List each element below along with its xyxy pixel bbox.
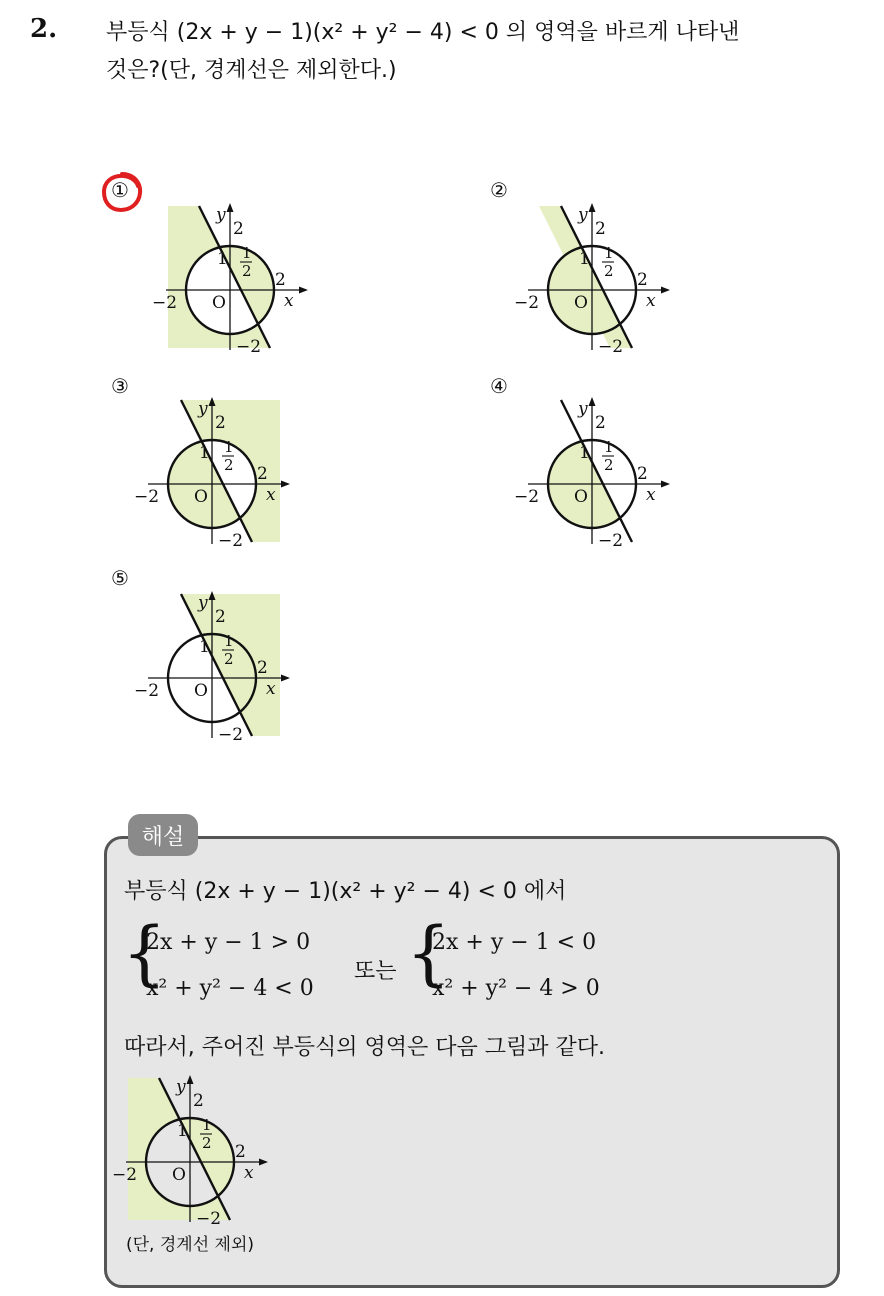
x-axis-label: x xyxy=(266,485,276,505)
coordinate-graph xyxy=(514,392,690,551)
x-axis-arrow-icon xyxy=(281,481,290,488)
origin-label: O xyxy=(574,487,588,507)
coordinate-graph xyxy=(514,198,690,357)
half-numerator-label: 1 xyxy=(202,1116,212,1134)
x-right-label: 2 xyxy=(275,270,286,290)
half-denominator-label: 2 xyxy=(202,1134,212,1152)
problem-number: 2. xyxy=(30,14,58,44)
problem-text xyxy=(106,14,866,90)
coordinate-graph xyxy=(112,1070,288,1229)
y-axis-arrow-icon xyxy=(187,1075,194,1084)
y-intercept-label: 1 xyxy=(199,637,210,657)
solution-graph xyxy=(112,1070,288,1230)
y-axis-label: y xyxy=(198,593,208,613)
half-denominator-label: 2 xyxy=(242,262,252,280)
y-top-label: 2 xyxy=(233,219,244,239)
y-axis-label: y xyxy=(578,399,588,419)
x-axis-arrow-icon xyxy=(281,675,290,682)
system1-eq1: 2x + y − 1 > 0 xyxy=(146,930,311,955)
left-brace-icon: { xyxy=(122,912,167,994)
x-axis-label: x xyxy=(646,291,656,311)
selected-mark-icon xyxy=(100,170,144,214)
half-denominator-label: 2 xyxy=(604,456,614,474)
y-top-label: 2 xyxy=(215,607,226,627)
solution-note: (단, 경계선 제외) xyxy=(126,1235,255,1255)
x-left-label: −2 xyxy=(514,487,540,507)
y-intercept-label: 1 xyxy=(579,249,590,269)
x-right-label: 2 xyxy=(257,658,268,678)
choice-4-graph[interactable] xyxy=(514,392,690,552)
choice-1-graph[interactable] xyxy=(152,198,328,358)
solution-line3: 따라서, 주어진 부등식의 영역은 다음 그림과 같다. xyxy=(124,1035,605,1060)
x-left-label: −2 xyxy=(514,293,540,313)
half-numerator-label: 1 xyxy=(224,632,234,650)
y-bottom-label: −2 xyxy=(236,337,262,357)
y-top-label: 2 xyxy=(595,413,606,433)
x-axis-label: x xyxy=(244,1163,254,1183)
y-axis-arrow-icon xyxy=(227,203,234,212)
origin-label: O xyxy=(574,293,588,313)
y-top-label: 2 xyxy=(595,219,606,239)
y-top-label: 2 xyxy=(193,1091,204,1111)
y-bottom-label: −2 xyxy=(196,1209,222,1229)
y-axis-label: y xyxy=(578,205,588,225)
choice-2-label[interactable]: ② xyxy=(490,178,508,202)
coordinate-graph xyxy=(134,392,310,551)
solution-or: 또는 xyxy=(354,959,397,984)
half-denominator-label: 2 xyxy=(604,262,614,280)
choice-3-label[interactable]: ③ xyxy=(111,374,129,398)
system1-eq2: x² + y² − 4 < 0 xyxy=(146,976,314,1001)
x-left-label: −2 xyxy=(152,293,178,313)
x-right-label: 2 xyxy=(257,464,268,484)
y-bottom-label: −2 xyxy=(598,337,624,357)
problem-text-line1: 부등식 (2x + y − 1)(x² + y² − 4) < 0 의 영역을 바르게 나타낸 xyxy=(106,20,740,45)
y-axis-label: y xyxy=(198,399,208,419)
choice-5-graph[interactable] xyxy=(134,586,310,746)
y-intercept-label: 1 xyxy=(177,1121,188,1141)
system2-eq1: 2x + y − 1 < 0 xyxy=(432,930,597,955)
half-numerator-label: 1 xyxy=(604,438,614,456)
solution-tab: 해설 xyxy=(128,814,198,856)
choice-1-label[interactable]: ① xyxy=(111,178,129,202)
y-bottom-label: −2 xyxy=(218,531,244,551)
y-axis-label: y xyxy=(216,205,226,225)
half-numerator-label: 1 xyxy=(224,438,234,456)
x-axis-arrow-icon xyxy=(259,1159,268,1166)
choice-5-label[interactable]: ⑤ xyxy=(111,566,129,590)
choice-3-graph[interactable] xyxy=(134,392,310,552)
left-brace-icon: { xyxy=(406,912,451,994)
x-left-label: −2 xyxy=(112,1165,138,1185)
y-bottom-label: −2 xyxy=(598,531,624,551)
x-axis-label: x xyxy=(284,291,294,311)
origin-label: O xyxy=(194,487,208,507)
half-numerator-label: 1 xyxy=(242,244,252,262)
coordinate-graph xyxy=(134,586,310,745)
origin-label: O xyxy=(194,681,208,701)
x-axis-arrow-icon xyxy=(299,287,308,294)
y-top-label: 2 xyxy=(215,413,226,433)
origin-label: O xyxy=(212,293,226,313)
y-axis-arrow-icon xyxy=(589,203,596,212)
system2-eq2: x² + y² − 4 > 0 xyxy=(432,976,600,1001)
x-right-label: 2 xyxy=(235,1142,246,1162)
y-intercept-label: 1 xyxy=(199,443,210,463)
x-right-label: 2 xyxy=(637,464,648,484)
half-denominator-label: 2 xyxy=(224,456,234,474)
y-bottom-label: −2 xyxy=(218,725,244,745)
origin-label: O xyxy=(172,1165,186,1185)
x-axis-arrow-icon xyxy=(661,287,670,294)
x-axis-label: x xyxy=(266,679,276,699)
x-axis-arrow-icon xyxy=(661,481,670,488)
solution-line1: 부등식 (2x + y − 1)(x² + y² − 4) < 0 에서 xyxy=(124,879,567,904)
coordinate-graph xyxy=(152,198,328,357)
half-numerator-label: 1 xyxy=(604,244,614,262)
y-intercept-label: 1 xyxy=(217,249,228,269)
y-axis-arrow-icon xyxy=(589,397,596,406)
x-left-label: −2 xyxy=(134,487,160,507)
x-axis-label: x xyxy=(646,485,656,505)
choice-2-graph[interactable] xyxy=(514,198,690,358)
x-right-label: 2 xyxy=(637,270,648,290)
y-axis-label: y xyxy=(176,1077,186,1097)
choice-4-label[interactable]: ④ xyxy=(490,374,508,398)
problem-text-line2: 것은?(단, 경계선은 제외한다.) xyxy=(106,58,397,83)
x-left-label: −2 xyxy=(134,681,160,701)
half-denominator-label: 2 xyxy=(224,650,234,668)
y-intercept-label: 1 xyxy=(579,443,590,463)
